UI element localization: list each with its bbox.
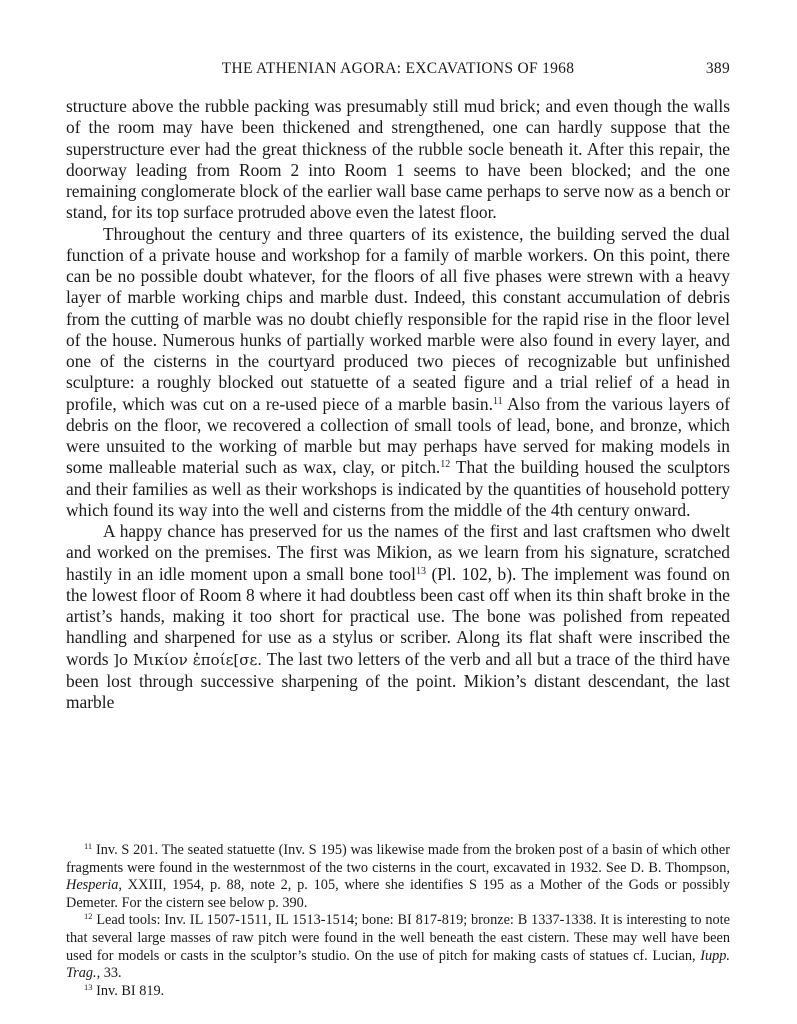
footnote-11-text-b: XXIII, 1954, p. 88, note 2, p. 105, where she identifies S 195 as a Mother of the Gods or possibly Demeter. For the cistern see below p. 390. — [66, 877, 730, 911]
footnote-13-mark: 13 — [84, 981, 93, 992]
footnote-11-journal: Hesperia, — [66, 877, 122, 894]
paragraph-2-text-c: That the building housed the sculptors and their families as well as their workshops is indicated by the quantities of household pottery which found its way into the well and cisterns from the middle of the 4th century onward. — [66, 457, 731, 520]
paragraph-2-text-b: Also from the various layers of debris on the floor, we recovered a collection of small tools of lead, bone, and bronze, which were unsuited to the working of marble but may perhaps have served for making models in some malleable material such as wax, clay, or pitch. — [66, 393, 730, 478]
paragraph-1 — [66, 96, 730, 224]
footnote-12-text-b: 33. — [100, 965, 122, 982]
greek-inscription: ]ο Μικίον ἐποίε[σε. — [113, 650, 262, 669]
body-text — [66, 96, 730, 713]
page-number: 389 — [705, 60, 730, 77]
footnote-12-text-a: Lead tools: Inv. IL 1507-1511, IL 1513-1514; bone: BI 817-819; bronze: B 1337-1338. It is interesting to note that several large masses of raw pitch were found in the well beneath the east cistern. These may well have been used for models or casts in the sculptor’s studio. On the use of pitch for making casts of statues cf. Lucian, — [66, 912, 730, 964]
footnote-ref-12: 12 — [440, 459, 451, 471]
footnote-11 — [66, 842, 730, 912]
footnote-ref-11: 11 — [492, 395, 503, 407]
paragraph-3 — [66, 521, 730, 713]
footnote-ref-13: 13 — [415, 565, 426, 577]
running-header — [66, 60, 730, 82]
footnote-11-text-a: Inv. S 201. The seated statuette (Inv. S 195) was likewise made from the broken post of a basin of which other fragments were found in the westernmost of the two cisterns in the court, excavated in 1932. See D. B. Thompson, — [66, 842, 730, 876]
footnote-13-text: Inv. BI 819. — [92, 982, 165, 999]
footnotes — [66, 842, 730, 1000]
footnote-12-mark: 12 — [84, 911, 93, 922]
footnote-12 — [66, 912, 730, 982]
footnote-13 — [66, 983, 730, 1001]
paragraph-2 — [66, 224, 730, 522]
running-title: THE ATHENIAN AGORA: EXCAVATIONS OF 1968 — [221, 60, 575, 77]
footnote-11-mark: 11 — [84, 841, 93, 851]
footnote-12-work: Iupp. Trag., — [66, 947, 730, 982]
paragraph-3-text-b: (Pl. 102, b). The implement was found on the lowest floor of Room 8 where it had doubtless been cast off when its thin shaft broke in the artist’s hands, making it too short for practical use. The bone was polished from repeated handling and sharpened for use as a stylus or scriber. Along its flat shaft were inscribed the words — [66, 563, 730, 669]
paragraph-3-text-c: The last two letters of the verb and all but a trace of the third have been lost through successive sharpening of the point. Mikion’s distant descendant, the last marble — [66, 648, 730, 712]
paragraph-3-text-a: A happy chance has preserved for us the names of the first and last craftsmen who dwelt and worked on the premises. The first was Mikion, as we learn from his signature, scratched hastily in an idle moment upon a small bone tool — [66, 521, 730, 584]
paragraph-1-text: structure above the rubble packing was presumably still mud brick; and even though the walls of the room may have been thickened and strengthened, one can hardly suppose that the superstructure ever had the great thickness of the rubble socle beneath it. After this repair, the doorway leading from Room 2 into Room 1 seems to have been blocked; and the one remaining conglomerate block of the earlier wall base came perhaps to serve now as a bench or stand, for its top surface protruded above even the latest floor. — [66, 96, 730, 223]
paragraph-2-text-a: Throughout the century and three quarters of its existence, the building served the dual function of a private house and workshop for a family of marble workers. On this point, there can be no possible doubt whatever, for the floors of all five phases were strewn with a heavy layer of marble working chips and marble dust. Indeed, this constant accumulation of debris from the cutting of marble was no doubt chiefly responsible for the rapid rise in the floor level of the house. Numerous hunks of partially worked marble were also found in every layer, and one of the cisterns in the courtyard produced two pieces of recognizable but unfinished sculpture: a roughly blocked out statuette of a seated figure and a trial relief of a head in profile, which was cut on a re-used piece of a marble basin. — [66, 223, 730, 414]
